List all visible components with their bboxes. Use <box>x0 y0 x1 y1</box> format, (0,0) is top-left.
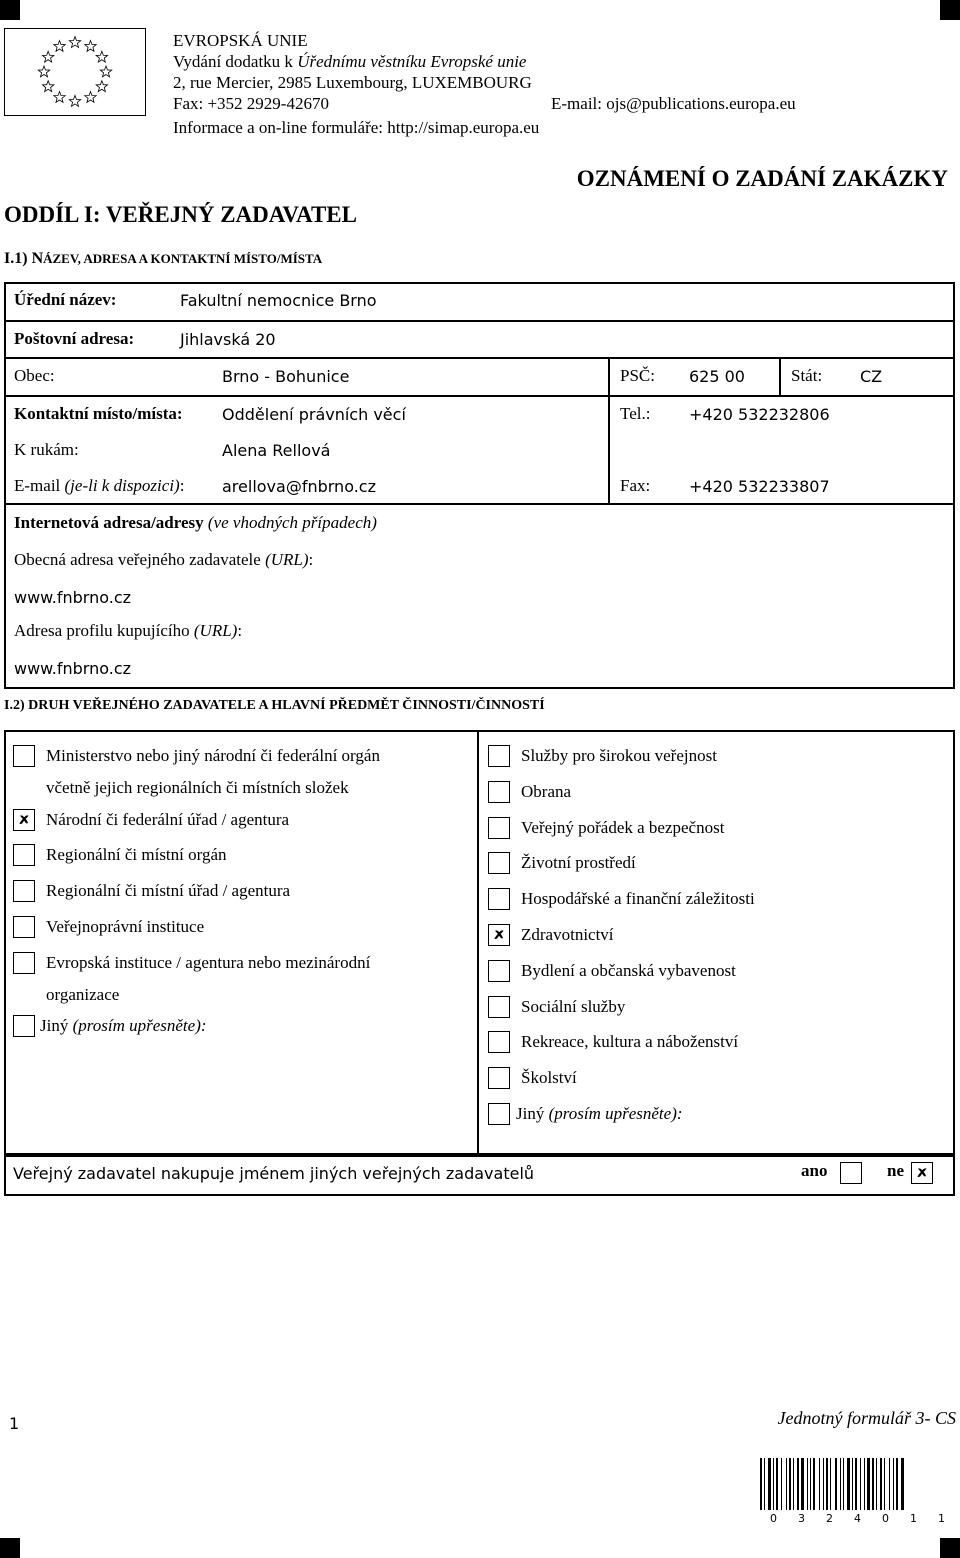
star-icon <box>42 81 53 92</box>
authority-type-label: Regionální či místní úřad / agentura <box>46 881 291 900</box>
official-name-label: Úřední název: <box>14 290 117 309</box>
barcode-bar <box>760 1458 762 1510</box>
star-icon <box>85 92 96 103</box>
divider <box>4 357 955 359</box>
publisher-supplement: Vydání dodatku k Úřednímu věstníku Evropské unie <box>173 52 527 71</box>
barcode-digits <box>760 1512 956 1526</box>
contact-point-value: Oddělení právních věcí <box>222 405 406 424</box>
barcode-digit: 1 <box>910 1512 917 1525</box>
authority-other-checkbox[interactable] <box>13 1015 35 1037</box>
corner-mark-bottom-right <box>940 1538 960 1558</box>
main-activity-checkbox[interactable] <box>488 852 510 874</box>
attention-label: K rukám: <box>14 440 79 459</box>
barcode-bar <box>880 1458 882 1510</box>
barcode-bar <box>797 1458 799 1510</box>
authority-type-label-continued: organizace <box>46 985 120 1004</box>
no-label: ne <box>887 1161 904 1180</box>
barcode-bar <box>893 1458 894 1510</box>
main-activity-label: Obrana <box>521 782 572 801</box>
barcode-bar <box>807 1458 808 1510</box>
column-divider <box>477 730 479 1155</box>
authority-type-label: Ministerstvo nebo jiný národní či federální orgán <box>46 746 380 765</box>
section-title: ODDÍL I: VEŘEJNÝ ZADAVATEL <box>4 202 357 227</box>
authority-type-label: Veřejnoprávní instituce <box>46 917 205 936</box>
postcode-label: PSČ: <box>620 366 655 385</box>
star-icon <box>42 51 53 62</box>
main-activity-label: Rekreace, kultura a náboženství <box>521 1032 739 1051</box>
main-activity-checkbox[interactable] <box>488 781 510 803</box>
authority-type-checkbox[interactable] <box>13 844 35 866</box>
postcode-value: 625 00 <box>689 367 745 386</box>
country-value: CZ <box>860 367 883 386</box>
main-activity-label: Bydlení a občanská vybavenost <box>521 961 736 980</box>
divider <box>4 395 955 397</box>
main-activity-checkbox[interactable] <box>488 960 510 982</box>
main-activity-label: Školství <box>521 1068 577 1087</box>
main-activity-label: Sociální služby <box>521 997 626 1016</box>
buyer-profile-url-label: Adresa profilu kupujícího (URL): <box>14 621 243 640</box>
star-icon <box>96 81 107 92</box>
official-name-value: Fakultní nemocnice Brno <box>180 291 377 310</box>
barcode-bar <box>793 1458 794 1510</box>
authority-type-label: Evropská instituce / agentura nebo mezinárodní <box>46 953 371 972</box>
barcode-bar <box>776 1458 778 1510</box>
activity-other-checkbox[interactable] <box>488 1103 510 1125</box>
main-activity-checkbox[interactable] <box>488 996 510 1018</box>
attention-value: Alena Rellová <box>222 441 331 460</box>
authority-type-checkbox[interactable] <box>13 952 35 974</box>
general-url-label: Obecná adresa veřejného zadavatele (URL): <box>14 550 314 569</box>
postal-address-value: Jihlavská 20 <box>180 330 276 349</box>
corner-mark-top-right <box>940 0 960 20</box>
main-activity-checkbox[interactable] <box>488 888 510 910</box>
main-activity-checkbox[interactable] <box>488 1067 510 1089</box>
barcode-bar <box>813 1458 815 1510</box>
barcode-bar <box>826 1458 828 1510</box>
country-label: Stát: <box>791 366 823 385</box>
subsection-1-2-heading: I.2) DRUH VEŘEJNÉHO ZADAVATELE A HLAVNÍ PŘEDMĚT ČINNOSTI/ČINNOSTÍ <box>4 698 545 713</box>
eu-flag-logo <box>4 28 146 116</box>
barcode-bar <box>781 1458 782 1510</box>
barcode-bar <box>789 1458 791 1510</box>
tel-value: +420 532232806 <box>689 405 830 424</box>
publisher-name: EVROPSKÁ UNIE <box>173 31 308 50</box>
barcode-bar <box>889 1458 890 1510</box>
main-activity-label: Veřejný pořádek a bezpečnost <box>521 818 725 837</box>
star-icon <box>69 95 80 106</box>
barcode-bar <box>872 1458 874 1510</box>
barcode-digit: 3 <box>798 1512 805 1525</box>
star-icon <box>85 41 96 52</box>
internet-address-label: Internetová adresa/adresy (ve vhodných případech) <box>14 513 377 532</box>
main-activity-checkbox[interactable] <box>488 1031 510 1053</box>
buyer-profile-url-value: www.fnbrno.cz <box>14 659 132 678</box>
authority-type-checkbox[interactable] <box>13 880 35 902</box>
main-activity-checkbox[interactable]: 🗶 <box>488 924 510 946</box>
postal-address-label: Poštovní adresa: <box>14 329 135 348</box>
barcode-bar <box>884 1458 885 1510</box>
barcode <box>760 1458 956 1516</box>
page-number: 1 <box>9 1414 20 1433</box>
divider <box>779 357 781 396</box>
divider <box>608 357 610 504</box>
main-activity-label: Životní prostředí <box>521 853 636 872</box>
subsection-1-1-heading: I.1) NÁZEV, ADRESA A KONTAKTNÍ MÍSTO/MÍSTA <box>4 250 323 267</box>
divider <box>4 503 955 505</box>
barcode-bar <box>843 1458 844 1510</box>
publisher-info: Informace a on-line formuláře: http://simap.europa.eu <box>173 118 540 137</box>
authority-type-label: Regionální či místní orgán <box>46 845 227 864</box>
barcode-bar <box>847 1458 850 1510</box>
star-icon <box>54 92 65 103</box>
star-icon <box>100 66 111 77</box>
barcode-bar <box>768 1458 771 1510</box>
barcode-bar <box>864 1458 865 1510</box>
barcode-digit: 4 <box>854 1512 861 1525</box>
town-label: Obec: <box>14 366 55 385</box>
authority-type-checkbox[interactable] <box>13 745 35 767</box>
fax-label: Fax: <box>620 476 651 495</box>
barcode-bar <box>876 1458 877 1510</box>
publisher-email: E-mail: ojs@publications.europa.eu <box>551 94 796 113</box>
barcode-bar <box>840 1458 841 1510</box>
barcode-bar <box>867 1458 870 1510</box>
activity-other-label: Jiný (prosím upřesněte): <box>516 1104 683 1123</box>
on-behalf-no-checkbox[interactable]: 🗶 <box>911 1162 933 1184</box>
authority-type-label-continued: včetně jejich regionálních či místních složek <box>46 778 349 797</box>
form-title: OZNÁMENÍ O ZADÁNÍ ZAKÁZKY <box>576 166 948 191</box>
barcode-bar <box>823 1458 824 1510</box>
email-value: arellova@fnbrno.cz <box>222 477 376 496</box>
main-activity-checkbox[interactable] <box>488 745 510 767</box>
barcode-bar <box>855 1458 857 1510</box>
contact-point-label: Kontaktní místo/místa: <box>14 404 183 423</box>
email-label: E-mail (je-li k dispozici): <box>14 476 185 495</box>
main-activity-label: Zdravotnictví <box>521 925 614 944</box>
barcode-bar <box>835 1458 837 1510</box>
eu-stars-icon <box>5 29 145 115</box>
authority-type-checkbox[interactable] <box>13 916 35 938</box>
barcode-bar <box>786 1458 787 1510</box>
form-name: Jednotný formulář 3- CS <box>777 1408 956 1428</box>
authority-type-checkbox[interactable]: 🗶 <box>13 809 35 831</box>
barcode-bar <box>773 1458 774 1510</box>
barcode-bar <box>810 1458 811 1510</box>
barcode-bar <box>830 1458 831 1510</box>
barcode-digit: 1 <box>938 1512 945 1525</box>
publisher-address: 2, rue Mercier, 2985 Luxembourg, LUXEMBOURG <box>173 73 532 92</box>
tel-label: Tel.: <box>620 404 651 423</box>
barcode-bar <box>819 1458 820 1510</box>
main-activity-label: Hospodářské a finanční záležitosti <box>521 889 755 908</box>
barcode-bar <box>852 1458 853 1510</box>
star-icon <box>96 51 107 62</box>
star-icon <box>54 41 65 52</box>
corner-mark-top-left <box>0 0 20 20</box>
yes-label: ano <box>801 1161 828 1180</box>
barcode-digit: 2 <box>826 1512 833 1525</box>
on-behalf-text: Veřejný zadavatel nakupuje jménem jiných veřejných zadavatelů <box>13 1164 535 1183</box>
divider <box>4 320 955 322</box>
general-url-value: www.fnbrno.cz <box>14 588 132 607</box>
barcode-digit: 0 <box>882 1512 889 1525</box>
barcode-bar <box>801 1458 804 1510</box>
main-activity-checkbox[interactable] <box>488 817 510 839</box>
authority-type-label: Národní či federální úřad / agentura <box>46 810 290 829</box>
star-icon <box>69 37 80 48</box>
main-activity-label: Služby pro širokou veřejnost <box>521 746 717 765</box>
barcode-digit: 0 <box>770 1512 777 1525</box>
authority-other-label: Jiný (prosím upřesněte): <box>40 1016 207 1035</box>
corner-mark-bottom-left <box>0 1538 20 1558</box>
barcode-bar <box>901 1458 904 1510</box>
barcode-bar <box>860 1458 861 1510</box>
town-value: Brno - Bohunice <box>222 367 350 386</box>
star-icon <box>38 66 49 77</box>
publisher-fax: Fax: +352 2929-42670 <box>173 94 329 113</box>
barcode-bar <box>896 1458 898 1510</box>
on-behalf-yes-checkbox[interactable] <box>840 1162 862 1184</box>
fax-value: +420 532233807 <box>689 477 830 496</box>
barcode-bar <box>764 1458 765 1510</box>
